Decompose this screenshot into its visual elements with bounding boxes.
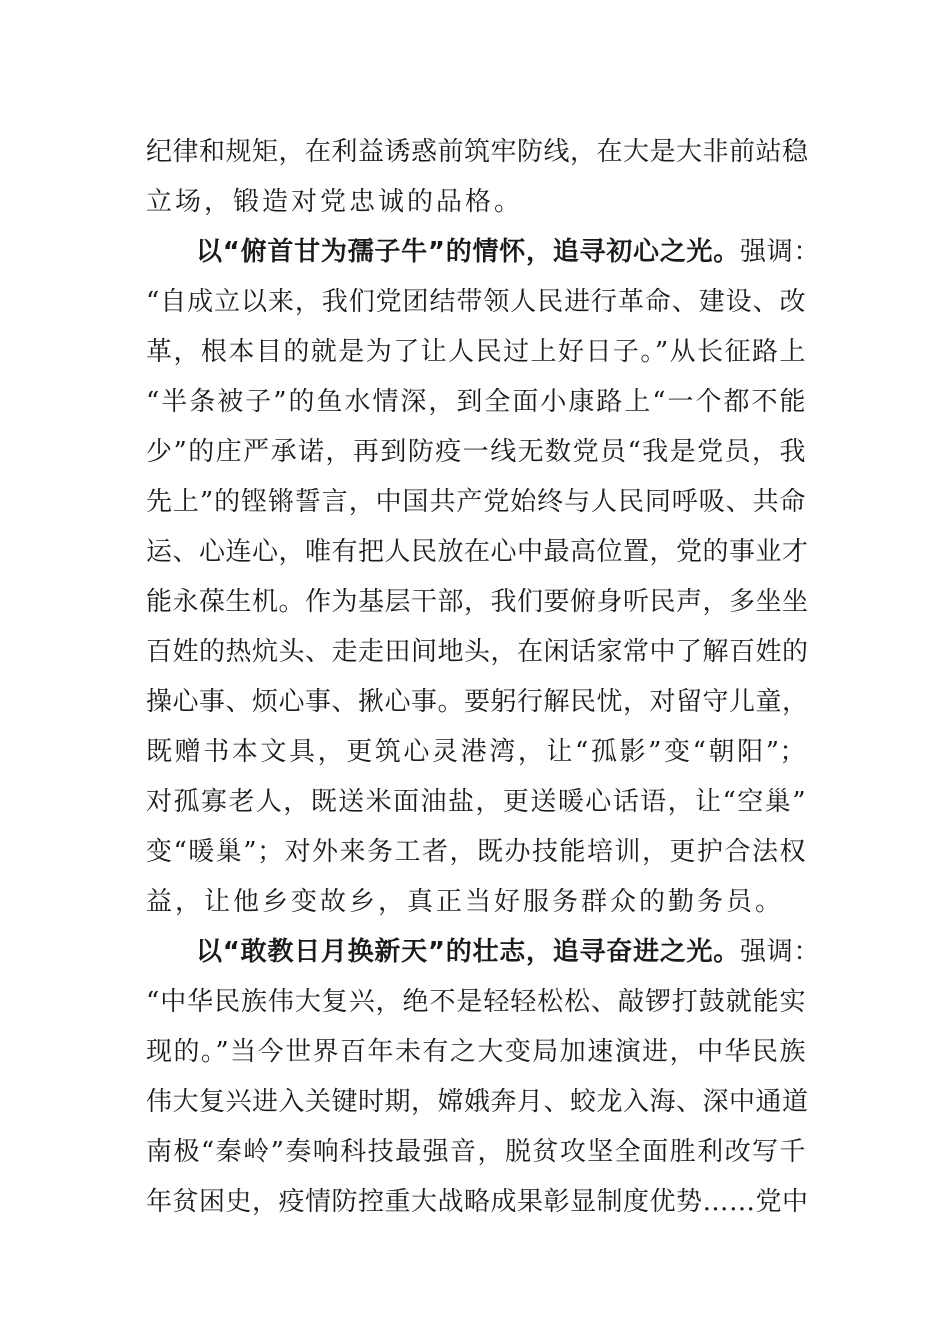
text-line: 南极“秦岭”奏响科技最强音，脱贫攻坚全面胜利改写千 xyxy=(146,1137,806,1167)
text-line: 年贫困史，疫情防控重大战略成果彰显制度优势……党中 xyxy=(146,1187,809,1217)
text-line: 既赠书本文具，更筑心灵港湾，让“孤影”变“朝阳”； xyxy=(146,737,806,767)
text-line: 现的。”当今世界百年未有之大变局加速演进，中华民族 xyxy=(146,1037,806,1067)
paragraph-heading-line xyxy=(196,932,820,972)
text-line: 百姓的热炕头、走走田间地头，在闲话家常中了解百姓的 xyxy=(146,637,809,667)
text-line: 立场，锻造对党忠诚的品格。 xyxy=(146,187,524,217)
heading-tail: 强调： xyxy=(739,937,820,967)
text-line: 对孤寡老人，既送米面油盐，更送暖心话语，让“空巢” xyxy=(146,787,806,817)
text-line: 变“暖巢”；对外来务工者，既办技能培训，更护合法权 xyxy=(146,837,806,867)
text-line: 伟大复兴进入关键时期，嫦娥奔月、蛟龙入海、深中通道 xyxy=(146,1087,809,1117)
text-line: 革，根本目的就是为了让人民过上好日子。”从长征路上 xyxy=(146,337,806,367)
text-line: 能永葆生机。作为基层干部，我们要俯身听民声，多坐坐 xyxy=(146,587,809,617)
heading-tail: 强调： xyxy=(739,237,820,267)
paragraph-heading-line xyxy=(196,232,820,272)
paragraph-heading: 以“俯首甘为孺子牛”的情怀，追寻初心之光。 xyxy=(196,237,740,267)
paragraph-heading: 以“敢教日月换新天”的壮志，追寻奋进之光。 xyxy=(196,937,740,967)
text-line: “自成立以来，我们党团结带领人民进行革命、建设、改 xyxy=(146,287,806,317)
text-line: 操心事、烦心事、揪心事。要躬行解民忧，对留守儿童， xyxy=(146,687,809,717)
text-line: 少”的庄严承诺，再到防疫一线无数党员“我是党员，我 xyxy=(146,437,806,467)
text-line: 运、心连心，唯有把人民放在心中最高位置，党的事业才 xyxy=(146,537,809,567)
text-line: 益，让他乡变故乡，真正当好服务群众的勤务员。 xyxy=(146,887,785,917)
text-line: “中华民族伟大复兴，绝不是轻轻松松、敲锣打鼓就能实 xyxy=(146,987,806,1017)
text-line: 先上”的铿锵誓言，中国共产党始终与人民同呼吸、共命 xyxy=(146,487,806,517)
text-line: “半条被子”的鱼水情深，到全面小康路上“一个都不能 xyxy=(146,387,806,417)
text-line: 纪律和规矩，在利益诱惑前筑牢防线，在大是大非前站稳 xyxy=(146,137,809,167)
